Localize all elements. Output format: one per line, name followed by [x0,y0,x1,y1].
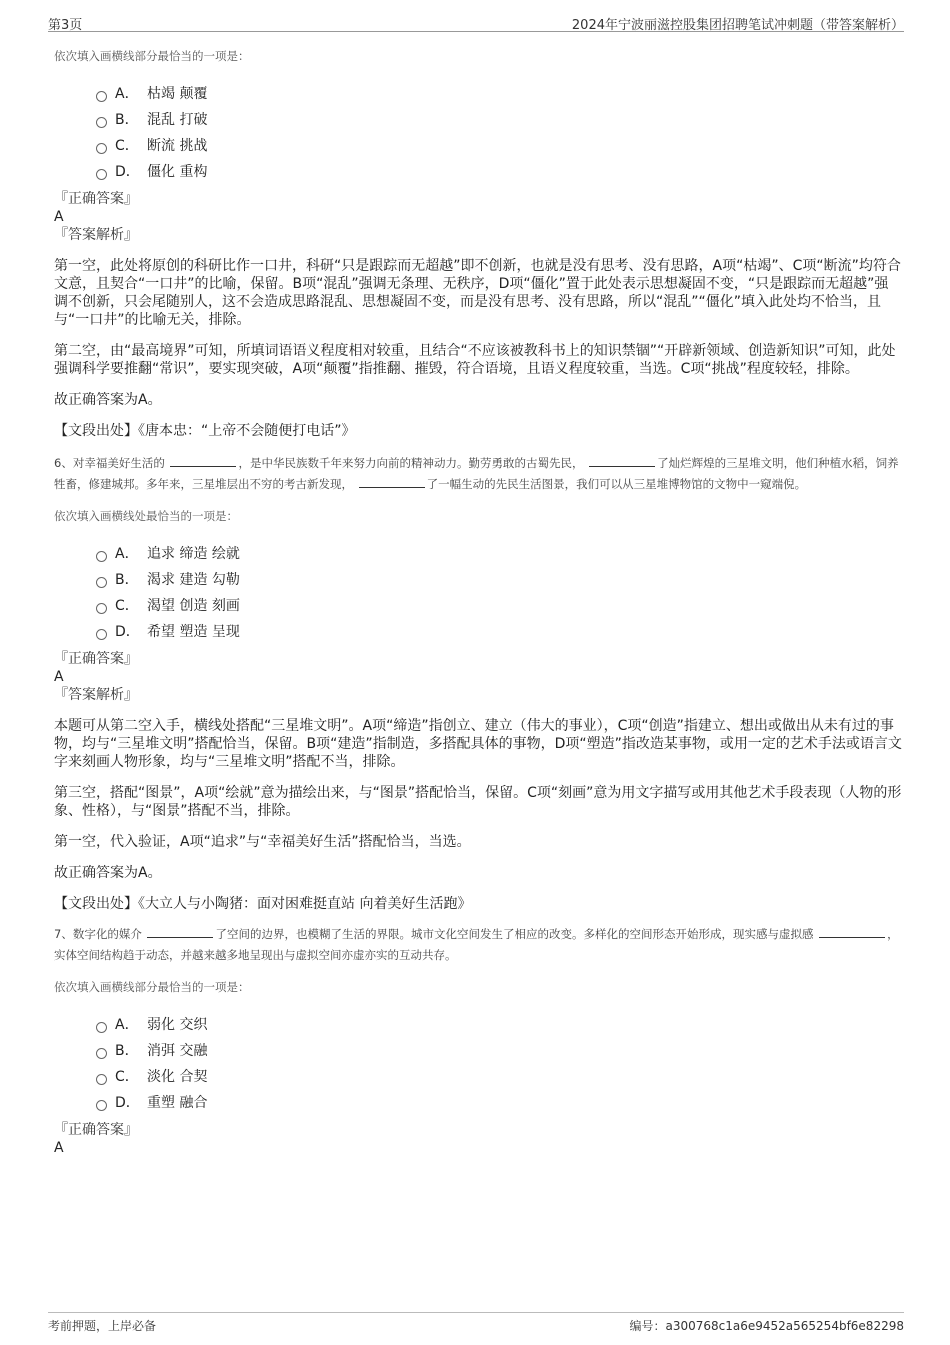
answer-label: 『正确答案』 [54,1122,138,1138]
radio-icon[interactable] [96,1048,107,1059]
answer-label: 『正确答案』 [54,191,138,207]
analysis-paragraph: 第一空，代入验证，A项“追求”与“幸福美好生活”搭配恰当，当选。 [54,834,471,850]
option-list [96,1012,902,1116]
analysis-conclusion: 故正确答案为A。 [54,392,162,408]
radio-icon[interactable] [96,551,107,562]
question-7 [54,924,902,1157]
radio-icon[interactable] [96,1100,107,1111]
option-c[interactable]: C． 渴望 创造 刻画 [96,593,902,619]
option-d[interactable]: D． 重塑 融合 [96,1090,902,1116]
analysis-paragraph: 本题可从第二空入手，横线处搭配“三星堆文明”。A项“缔造”指创立、建立（伟大的事业），C项“创造”指建立、想出或做出从未有过的事物，均与“三星堆文明”搭配恰当，保留。B项“建造”指制造，多搭配具体的事物，D项“塑造”指改造某事物，或用一定的艺术手法或语言文字来刻画人物形象，均与“三星堆文明”搭配不当，排除。 [54,718,902,770]
option-list [96,541,902,645]
answer-value: A [54,669,64,685]
radio-icon[interactable] [96,1074,107,1085]
option-d[interactable]: D． 希望 塑造 呈现 [96,619,902,645]
question-6 [54,453,902,913]
source-citation: 【文段出处】《大立人与小陶猪：面对困难挺直站 向着美好生活跑》 [54,896,472,912]
radio-icon[interactable] [96,117,107,128]
question-prompt: 依次填入画横线部分最恰当的一项是： [54,980,250,994]
answer-value: A [54,209,64,225]
option-b[interactable]: B． 渴求 建造 勾勒 [96,567,902,593]
answer-blank [819,926,885,938]
radio-icon[interactable] [96,577,107,588]
option-b[interactable]: B． 混乱 打破 [96,107,902,133]
radio-icon[interactable] [96,1022,107,1033]
option-c[interactable]: C． 断流 挑战 [96,133,902,159]
analysis-label: 『答案解析』 [54,687,138,703]
document-title: 2024年宁波丽滋控股集团招聘笔试冲刺题（带答案解析） [571,18,904,33]
page-number: 第3页 [48,18,83,33]
option-b[interactable]: B． 消弭 交融 [96,1038,902,1064]
question-prompt: 依次填入画横线部分最恰当的一项是： [54,49,250,63]
footer-slogan: 考前押题，上岸必备 [48,1319,157,1333]
page-content [54,44,902,1157]
analysis-conclusion: 故正确答案为A。 [54,865,162,881]
page-footer [48,1312,904,1338]
document-serial: 编号：a300768c1a6e9452a565254bf6e82298 [629,1319,904,1333]
answer-blank [147,926,213,938]
answer-value: A [54,1140,64,1156]
source-citation: 【文段出处】《唐本忠：“上帝不会随便打电话”》 [54,423,356,439]
option-list [96,81,902,185]
radio-icon[interactable] [96,169,107,180]
answer-blank [359,476,425,488]
analysis-paragraph: 第一空，此处将原创的科研比作一口井，科研“只是跟踪而无超越”即不创新，也就是没有思考、没有思路，A项“枯竭”、C项“断流”均符合文意，且契合“一口井”的比喻，保留。B项“混乱”强调无条理、无秩序，D项“僵化”置于此处表示思想凝固不变，“只是跟踪而无超越”强调不创新，只会尾随别人，这不会造成思路混乱、思想凝固不变，而是没有思考、没有思路，所以“混乱”“僵化”填入此处均不恰当，且与“一口井”的比喻无关，排除。 [54,258,901,328]
question-text: 6、对幸福美好生活的 ，是中华民族数千年来努力向前的精神动力。勤劳勇敢的古蜀先民， 了灿烂辉煌的三星堆文明，他们种植水稻，饲养牲畜，修建城邦。多年来，三星堆层出不穷的考古新发现， 了一幅生动的先民生活图景，我们可以从三星堆博物馆的文物中一窥端倪。 [54,456,899,491]
radio-icon[interactable] [96,603,107,614]
option-a[interactable]: A． 弱化 交织 [96,1012,902,1038]
analysis-paragraph: 第二空，由“最高境界”可知，所填词语语义程度相对较重，且结合“不应该被教科书上的知识禁锢”“开辟新领域、创造新知识”可知，此处强调科学要推翻“常识”，要实现突破，A项“颠覆”指推翻、摧毁，符合语境，且语义程度较重，当选。C项“挑战”程度较轻，排除。 [54,343,896,377]
question-text: 7、数字化的媒介 了空间的边界，也模糊了生活的界限。城市文化空间发生了相应的改变。多样化的空间形态开始形成，现实感与虚拟感 ，实体空间结构趋于动态，并越来越多地呈现出与虚拟空间亦虚亦实的互动共存。 [54,927,899,962]
question-5 [54,47,902,440]
option-c[interactable]: C． 淡化 合契 [96,1064,902,1090]
analysis-label: 『答案解析』 [54,227,138,243]
radio-icon[interactable] [96,91,107,102]
answer-blank [170,455,236,467]
option-a[interactable]: A． 追求 缔造 绘就 [96,541,902,567]
analysis-paragraph: 第三空，搭配“图景”，A项“绘就”意为描绘出来，与“图景”搭配恰当，保留。C项“刻画”意为用文字描写或用其他艺术手段表现（人物的形象、性格），与“图景”搭配不当，排除。 [54,785,902,819]
option-d[interactable]: D． 僵化 重构 [96,159,902,185]
question-prompt: 依次填入画横线处最恰当的一项是： [54,509,238,523]
page-header [48,12,904,32]
answer-blank [589,455,655,467]
radio-icon[interactable] [96,629,107,640]
radio-icon[interactable] [96,143,107,154]
option-a[interactable]: A． 枯竭 颠覆 [96,81,902,107]
answer-label: 『正确答案』 [54,651,138,667]
